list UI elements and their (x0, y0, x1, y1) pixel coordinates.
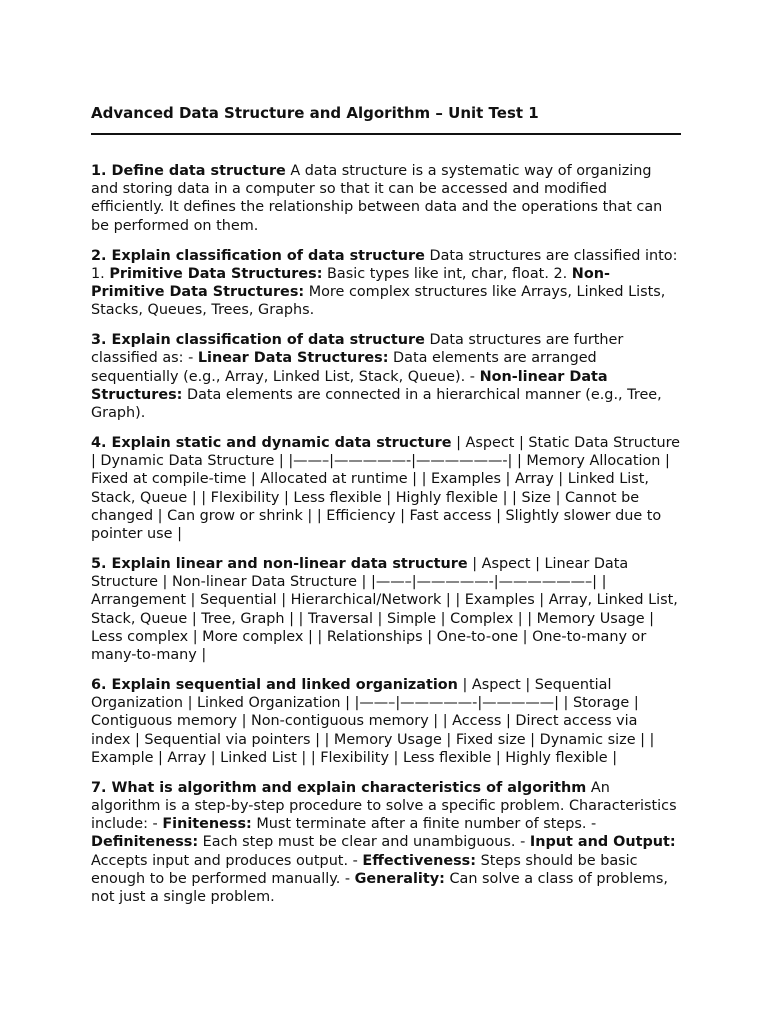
answer-text: Basic types like int, char, float. 2. (322, 265, 572, 282)
question-2 (91, 247, 681, 320)
bold-term: Non-linear Data Structures: (91, 368, 608, 403)
answer-text: | Aspect | Static Data Structure | Dynamic Data Structure | |——–|—————-|——————-| | Memory Allocation | Fixed at compile-time | Allocated at runtime | | Examples | Array | Linked List, Stack, Queue | | Flexibility | Less flexible | Highly flexible | | Size | Cannot be changed | Can grow or shrink | | Efficiency | Fast access | Slightly slower due to pointer use | (91, 435, 681, 543)
question-heading-text: Explain static and dynamic data structure (111, 435, 452, 452)
question-heading-text: Explain classification of data structure (111, 332, 425, 349)
question-heading-text: What is algorithm and explain characteristics of algorithm (111, 779, 587, 796)
question-7 (91, 779, 681, 906)
question-number: 4. (91, 435, 107, 452)
question-number: 1. (91, 163, 107, 179)
question-heading (91, 248, 425, 264)
question-heading (91, 163, 286, 179)
bold-term: Linear Data Structures: (197, 350, 389, 367)
bold-term: Primitive Data Structures: (109, 265, 323, 282)
question-list (91, 162, 681, 906)
question-number: 7. (91, 779, 107, 796)
question-3 (91, 331, 681, 422)
answer-text: Accepts input and produces output. - (91, 852, 363, 869)
bold-term: Effectiveness: (362, 852, 476, 869)
document-title: Advanced Data Structure and Algorithm – Unit Test 1 (91, 103, 681, 135)
question-heading (91, 677, 458, 693)
answer-text: Data elements are connected in a hierarchical manner (e.g., Tree, Graph). (91, 386, 662, 422)
question-number: 5. (91, 556, 107, 573)
answer-text: Data structures are further classified as: - (91, 332, 624, 367)
answer-text: Can solve a class of problems, not just a single problem. (91, 870, 669, 906)
question-4 (91, 434, 681, 543)
answer-text: An algorithm is a step-by-step procedure to solve a specific problem. Characteristics include: - (91, 779, 677, 833)
question-heading (91, 780, 586, 796)
question-heading-text: Explain classification of data structure (111, 247, 425, 264)
answer-text: More complex structures like Arrays, Linked Lists, Stacks, Queues, Trees, Graphs. (91, 284, 666, 319)
answer-text: Each step must be clear and unambiguous. - (198, 834, 530, 851)
bold-term: Input and Output: (529, 834, 676, 851)
question-number: 2. (91, 247, 107, 264)
question-heading-text: Define data structure (111, 163, 286, 179)
question-1 (91, 162, 681, 235)
answer-text: A data structure is a systematic way of organizing and storing data in a computer so that it can be accessed and modified efficiently. It defines the relationship between data and the operations that can be performed on them. (91, 163, 663, 234)
question-number: 3. (91, 332, 107, 349)
bold-term: Non-Primitive Data Structures: (91, 265, 610, 301)
bold-term: Definiteness: (91, 834, 199, 851)
question-heading (91, 332, 425, 348)
question-6 (91, 676, 681, 767)
bold-term: Finiteness: (162, 816, 252, 833)
answer-text: | Aspect | Sequential Organization | Linked Organization | |——–|—————-|—————| | Storage | Contiguous memory | Non-contiguous memory | | Access | Direct access via index | Sequential via pointers | | Memory Usage | Fixed size | Dynamic size | | Example | Array | Linked List | | Flexibility | Less flexible | Highly flexible | (91, 677, 655, 766)
answer-text: Must terminate after a finite number of steps. - (251, 816, 597, 833)
answer-text: Steps should be basic enough to be performed manually. - (91, 852, 638, 887)
answer-text: | Aspect | Linear Data Structure | Non-linear Data Structure | |——–|—————-|——————–| | Arrangement | Sequential | Hierarchical/Network | | Examples | Array, Linked List, Stack, Queue | Tree, Graph | | Traversal | Simple | Complex | | Memory Usage | Less complex | More complex | | Relationships | One-to-one | One-to-many or many-to-many | (91, 556, 678, 664)
question-heading (91, 556, 468, 572)
answer-text: Data structures are classified into: 1. (91, 247, 678, 282)
document-page (91, 103, 681, 918)
question-number: 6. (91, 677, 107, 694)
question-heading-text: Explain linear and non-linear data structure (111, 556, 468, 573)
answer-text: Data elements are arranged sequentially (e.g., Array, Linked List, Stack, Queue). - (91, 350, 597, 385)
bold-term: Generality: (354, 870, 445, 887)
question-heading-text: Explain sequential and linked organization (111, 677, 458, 694)
question-5 (91, 555, 681, 664)
question-heading (91, 435, 452, 451)
